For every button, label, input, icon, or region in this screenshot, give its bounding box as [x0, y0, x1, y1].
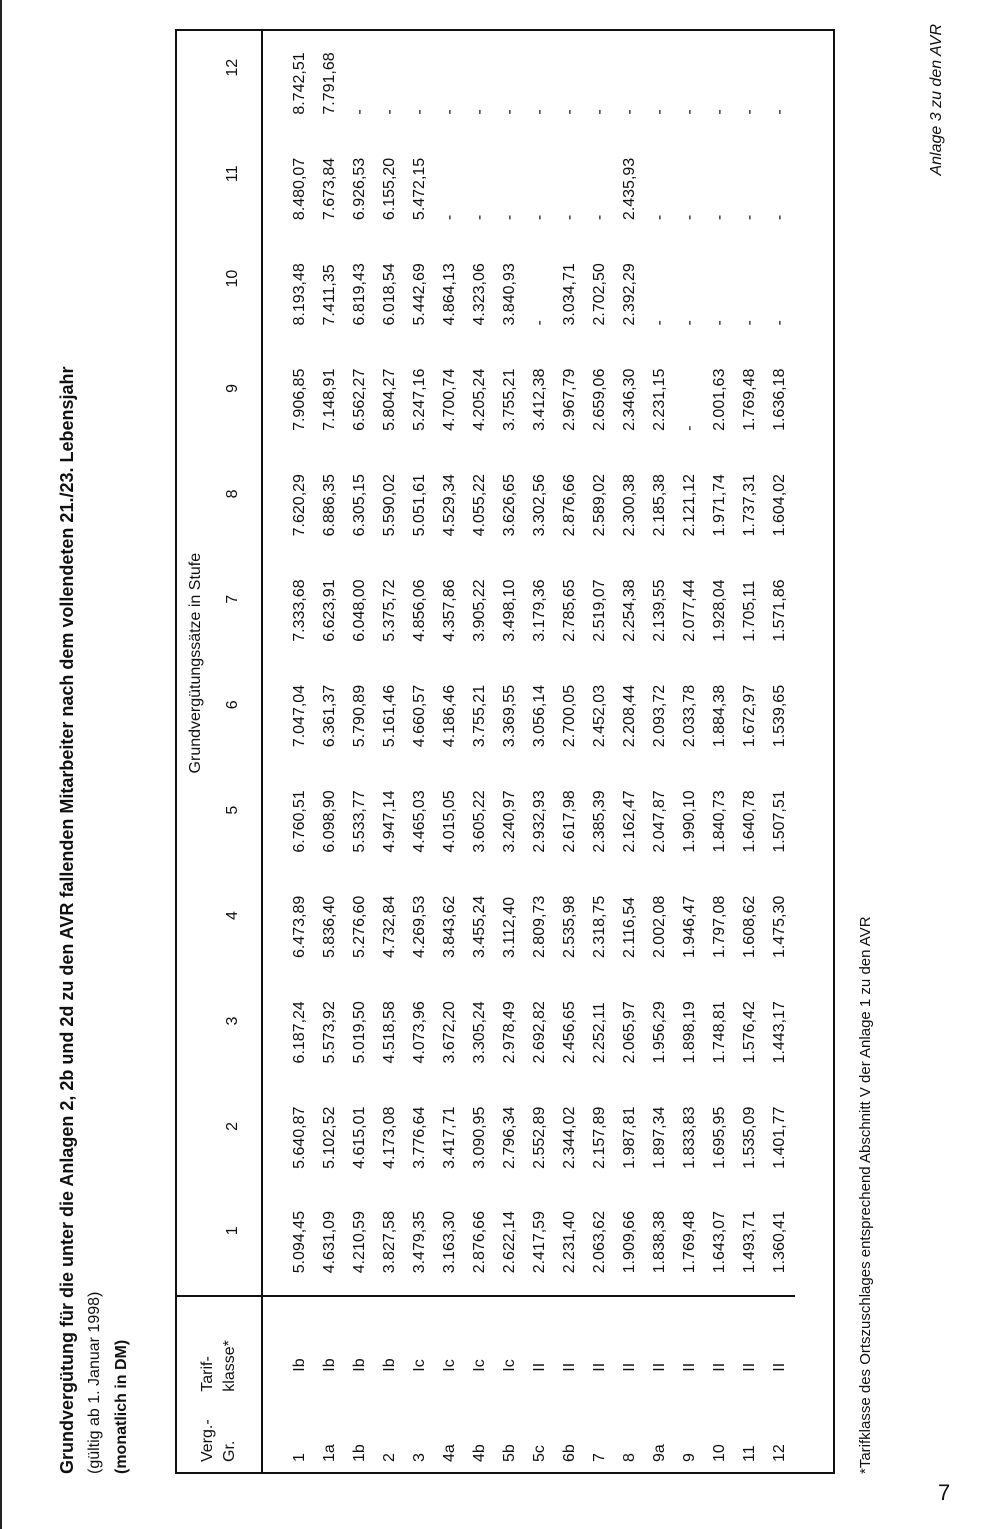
- salary-value-cell: 1.987,81: [621, 1106, 638, 1169]
- salary-value-cell: 3.905,22: [471, 579, 488, 642]
- salary-value-cell: 3.455,24: [471, 895, 488, 959]
- salary-value-cell: 6.361,37: [321, 684, 338, 748]
- salary-value-cell: 7.148,91: [321, 368, 338, 431]
- tarifklasse-cell: II: [615, 1296, 645, 1401]
- salary-value-cell: 1.909,66: [621, 1211, 638, 1274]
- head-stufe-11: 11: [205, 137, 262, 242]
- salary-value-cell: -: [741, 109, 758, 115]
- table-row: [645, 31, 675, 1472]
- salary-value-cell: 7.906,85: [291, 368, 308, 431]
- salary-value-cell: 2.452,03: [591, 684, 608, 748]
- salary-value-cell: 5.804,27: [381, 368, 398, 431]
- table-row: [465, 31, 495, 1472]
- salary-value-cell: 3.755,21: [501, 368, 518, 431]
- verg-gr-cell: 1a: [321, 1444, 338, 1462]
- salary-value-cell: -: [771, 109, 788, 115]
- table-row: [555, 31, 585, 1472]
- salary-value-cell: 3.417,71: [441, 1106, 458, 1169]
- salary-value-cell: -: [711, 109, 728, 115]
- salary-value-cell: 6.018,54: [381, 263, 398, 326]
- table-row: [375, 31, 405, 1472]
- salary-value-cell: 2.346,30: [621, 368, 638, 431]
- salary-value-cell: 4.323,06: [471, 263, 488, 326]
- salary-value-cell: 2.932,93: [531, 790, 548, 853]
- table-row: [435, 31, 465, 1472]
- salary-value-cell: 5.573,92: [321, 1001, 338, 1064]
- salary-value-cell: 3.412,38: [531, 368, 548, 431]
- verg-gr-cell: 1: [291, 1453, 308, 1462]
- salary-value-cell: 2.077,44: [681, 579, 698, 642]
- tarifklasse-cell: Ic: [405, 1296, 435, 1401]
- salary-value-cell: 2.065,97: [621, 1001, 638, 1064]
- salary-value-cell: 4.856,06: [411, 579, 428, 642]
- salary-value-cell: 4.186,46: [441, 684, 458, 748]
- salary-value-cell: 7.791,68: [321, 52, 338, 115]
- salary-value-cell: 1.833,83: [681, 1106, 698, 1169]
- salary-value-cell: 1.898,19: [681, 1001, 698, 1064]
- head-stufe-10: 10: [205, 242, 262, 347]
- head-stufe-7: 7: [205, 558, 262, 663]
- salary-value-cell: 8.480,07: [291, 157, 308, 221]
- table-row: [262, 31, 315, 1472]
- verg-gr-cell: 9: [681, 1453, 698, 1462]
- salary-value-cell: 1.737,31: [741, 474, 758, 537]
- salary-value-cell: 2.162,47: [621, 790, 638, 853]
- salary-value-cell: 2.552,89: [531, 1106, 548, 1169]
- salary-value-cell: -: [501, 109, 518, 115]
- salary-value-cell: 3.179,36: [531, 579, 548, 642]
- table-row: [405, 31, 435, 1472]
- salary-value-cell: 5.472,15: [411, 157, 428, 221]
- salary-value-cell: 2.392,29: [621, 263, 638, 326]
- salary-value-cell: 1.840,73: [711, 790, 728, 853]
- salary-value-cell: 6.155,20: [381, 157, 398, 221]
- head-verg-gr-line2: Gr.: [221, 1440, 238, 1462]
- salary-value-cell: 4.465,03: [411, 790, 428, 853]
- salary-value-cell: 1.884,38: [711, 684, 728, 748]
- salary-value-cell: 2.121,12: [681, 474, 698, 537]
- salary-value-cell: -: [351, 109, 368, 115]
- salary-value-cell: 1.769,48: [681, 1211, 698, 1274]
- salary-value-cell: -: [651, 109, 668, 115]
- salary-value-cell: 2.700,05: [561, 684, 578, 748]
- salary-value-cell: 1.956,29: [651, 1001, 668, 1064]
- salary-value-cell: -: [471, 109, 488, 115]
- salary-value-cell: 4.173,08: [381, 1106, 398, 1169]
- salary-value-cell: 2.659,06: [591, 368, 608, 431]
- salary-value-cell: 5.533,77: [351, 790, 368, 853]
- salary-value-cell: 3.498,10: [501, 579, 518, 642]
- salary-value-cell: 6.886,35: [321, 474, 338, 537]
- salary-value-cell: 4.055,22: [471, 474, 488, 537]
- salary-value-cell: 6.623,91: [321, 579, 338, 642]
- salary-value-cell: 3.840,93: [501, 263, 518, 326]
- head-tarifklasse-line2: klasse*: [221, 1340, 238, 1392]
- salary-value-cell: 1.946,47: [681, 895, 698, 959]
- table-row: [765, 31, 795, 1472]
- salary-value-cell: 2.185,38: [651, 474, 668, 537]
- tarifklasse-cell: Ib: [315, 1296, 345, 1401]
- salary-value-cell: 2.001,63: [711, 368, 728, 431]
- salary-value-cell: 4.615,01: [351, 1106, 368, 1169]
- salary-value-cell: 2.796,34: [501, 1106, 518, 1169]
- table-row: [525, 31, 555, 1472]
- tarifklasse-cell: II: [645, 1296, 675, 1401]
- page-title: Grundvergütung für die unter die Anlagen 2, 2b und 2d zu den AVR fallenden Mitarbeiter nach dem vollendeten 21./23. Lebensjahr: [57, 366, 77, 1474]
- unit-note: (monatlich in DM): [113, 1339, 130, 1474]
- salary-value-cell: 2.385,39: [591, 790, 608, 853]
- salary-value-cell: 1.769,48: [741, 368, 758, 431]
- salary-value-cell: 6.760,51: [291, 790, 308, 853]
- salary-value-cell: 6.926,53: [351, 157, 368, 221]
- salary-value-cell: 1.571,86: [771, 579, 788, 642]
- salary-table: [177, 31, 795, 1472]
- head-stufe-group: Grundvergütungssätze in Stufe: [187, 552, 204, 774]
- salary-value-cell: -: [771, 214, 788, 221]
- head-stufe-9: 9: [205, 348, 262, 453]
- salary-value-cell: 6.819,43: [351, 263, 368, 326]
- verg-gr-cell: 5b: [501, 1444, 518, 1462]
- salary-value-cell: -: [711, 214, 728, 221]
- salary-value-cell: 1.971,74: [711, 474, 728, 537]
- salary-value-cell: 5.375,72: [381, 579, 398, 642]
- salary-value-cell: 2.047,87: [651, 790, 668, 853]
- salary-value-cell: 4.864,13: [441, 263, 458, 326]
- salary-value-cell: 1.401,77: [771, 1106, 788, 1169]
- salary-value-cell: 8.742,51: [291, 52, 308, 115]
- salary-value-cell: 6.305,15: [351, 474, 368, 537]
- salary-value-cell: 4.529,34: [441, 474, 458, 537]
- head-stufe-2: 2: [205, 1085, 262, 1190]
- table-row: [315, 31, 345, 1472]
- salary-value-cell: 1.604,02: [771, 474, 788, 537]
- salary-value-cell: 3.776,64: [411, 1106, 428, 1169]
- salary-value-cell: 7.047,04: [291, 684, 308, 748]
- salary-value-cell: 7.333,68: [291, 579, 308, 642]
- salary-value-cell: -: [441, 109, 458, 115]
- salary-value-cell: 5.836,40: [321, 895, 338, 959]
- salary-value-cell: -: [531, 320, 548, 326]
- salary-table-frame: [175, 29, 835, 1474]
- tarifklasse-cell: II: [735, 1296, 765, 1401]
- salary-value-cell: 2.589,02: [591, 474, 608, 537]
- salary-value-cell: 2.617,98: [561, 790, 578, 853]
- tarifklasse-cell: II: [585, 1296, 615, 1401]
- salary-value-cell: 2.252,11: [591, 1002, 608, 1064]
- salary-value-cell: -: [651, 320, 668, 326]
- head-stufe-3: 3: [205, 980, 262, 1085]
- salary-value-cell: 7.620,29: [291, 474, 308, 537]
- salary-value-cell: 2.300,38: [621, 474, 638, 537]
- salary-value-cell: 2.231,15: [651, 368, 668, 431]
- salary-value-cell: 3.302,56: [531, 474, 548, 537]
- salary-value-cell: 3.163,30: [441, 1211, 458, 1274]
- salary-value-cell: 1.608,62: [741, 895, 758, 959]
- salary-value-cell: 2.535,98: [561, 895, 578, 959]
- salary-value-cell: 4.357,86: [441, 579, 458, 642]
- salary-value-cell: 5.640,87: [291, 1106, 308, 1169]
- salary-value-cell: 2.157,89: [591, 1106, 608, 1169]
- salary-value-cell: 5.102,52: [321, 1106, 338, 1169]
- salary-value-cell: -: [471, 214, 488, 221]
- salary-value-cell: 2.033,78: [681, 684, 698, 748]
- table-row: [615, 31, 645, 1472]
- salary-value-cell: 5.051,61: [411, 474, 428, 537]
- salary-value-cell: 5.019,50: [351, 1001, 368, 1064]
- table-row: [735, 31, 765, 1472]
- verg-gr-cell: 4b: [471, 1444, 488, 1462]
- salary-value-cell: 5.161,46: [381, 684, 398, 748]
- salary-value-cell: -: [531, 109, 548, 115]
- salary-value-cell: 3.626,65: [501, 474, 518, 537]
- salary-value-cell: 4.631,09: [321, 1211, 338, 1274]
- tarifklasse-cell: Ic: [495, 1296, 525, 1401]
- salary-value-cell: -: [681, 320, 698, 326]
- salary-value-cell: 1.748,81: [711, 1001, 728, 1064]
- salary-value-cell: 2.456,65: [561, 1001, 578, 1064]
- tarifklasse-cell: II: [525, 1296, 555, 1401]
- salary-value-cell: 3.240,97: [501, 790, 518, 853]
- salary-value-cell: 4.518,58: [381, 1001, 398, 1064]
- salary-value-cell: 4.660,57: [411, 684, 428, 748]
- salary-value-cell: 1.443,17: [771, 1001, 788, 1064]
- head-stufe-8: 8: [205, 453, 262, 558]
- tarifklasse-cell: II: [555, 1296, 585, 1401]
- salary-value-cell: 1.475,30: [771, 895, 788, 959]
- table-row: [495, 31, 525, 1472]
- salary-value-cell: 6.187,24: [291, 1001, 308, 1064]
- verg-gr-cell: 11: [741, 1445, 758, 1462]
- salary-value-cell: 3.479,35: [411, 1211, 428, 1274]
- salary-value-cell: 3.755,21: [471, 684, 488, 748]
- salary-value-cell: -: [411, 109, 428, 115]
- salary-value-cell: 7.673,84: [321, 157, 338, 221]
- salary-value-cell: 3.827,58: [381, 1211, 398, 1274]
- salary-value-cell: 6.473,89: [291, 895, 308, 959]
- head-verg-gr-line1: Verg.-: [199, 1419, 216, 1462]
- validity-note: (gültig ab 1. Januar 1998): [86, 1291, 103, 1474]
- tarifklasse-cell: II: [675, 1296, 705, 1401]
- salary-value-cell: 2.231,40: [561, 1211, 578, 1274]
- salary-value-cell: 2.967,79: [561, 368, 578, 431]
- salary-value-cell: 1.539,65: [771, 684, 788, 748]
- salary-value-cell: -: [681, 214, 698, 221]
- verg-gr-cell: 7: [591, 1453, 608, 1462]
- salary-value-cell: 5.276,60: [351, 895, 368, 959]
- salary-value-cell: 3.843,62: [441, 895, 458, 959]
- salary-value-cell: 1.705,11: [741, 580, 758, 642]
- salary-value-cell: -: [711, 320, 728, 326]
- verg-gr-cell: 1b: [351, 1444, 368, 1462]
- salary-value-cell: -: [381, 109, 398, 115]
- salary-value-cell: 2.692,82: [531, 1001, 548, 1064]
- salary-value-cell: 2.002,08: [651, 895, 668, 959]
- salary-value-cell: 2.417,59: [531, 1211, 548, 1274]
- salary-value-cell: -: [741, 214, 758, 221]
- salary-value-cell: 3.090,95: [471, 1106, 488, 1169]
- table-row: [675, 31, 705, 1472]
- salary-value-cell: -: [681, 109, 698, 115]
- salary-value-cell: 2.622,14: [501, 1211, 518, 1274]
- salary-value-cell: -: [591, 109, 608, 115]
- salary-value-cell: 3.056,14: [531, 684, 548, 748]
- salary-value-cell: 2.318,75: [591, 895, 608, 959]
- head-stufe-5: 5: [205, 769, 262, 874]
- salary-value-cell: 6.048,00: [351, 579, 368, 642]
- head-stufe-4: 4: [205, 875, 262, 980]
- tarifklasse-cell: Ib: [262, 1296, 315, 1401]
- salary-value-cell: 4.269,53: [411, 895, 428, 959]
- salary-value-cell: 2.876,66: [471, 1211, 488, 1274]
- verg-gr-cell: 4a: [441, 1444, 458, 1462]
- tarifklasse-cell: II: [765, 1296, 795, 1401]
- verg-gr-cell: 3: [411, 1453, 428, 1462]
- salary-value-cell: 1.897,34: [651, 1106, 668, 1169]
- salary-value-cell: 2.785,65: [561, 579, 578, 642]
- salary-value-cell: 2.254,38: [621, 579, 638, 642]
- verg-gr-cell: 6b: [561, 1444, 578, 1462]
- salary-value-cell: 4.732,84: [381, 895, 398, 959]
- salary-value-cell: 2.116,54: [621, 896, 638, 959]
- salary-value-cell: -: [651, 214, 668, 221]
- salary-value-cell: 8.193,48: [291, 263, 308, 326]
- verg-gr-cell: 10: [711, 1444, 728, 1462]
- salary-value-cell: 5.790,89: [351, 684, 368, 748]
- salary-value-cell: 4.205,24: [471, 368, 488, 431]
- tarifklasse-cell: Ic: [465, 1296, 495, 1401]
- salary-value-cell: 1.838,38: [651, 1211, 668, 1274]
- salary-value-cell: 6.098,90: [321, 790, 338, 853]
- salary-value-cell: 3.369,55: [501, 684, 518, 748]
- page-number: 7: [938, 1480, 951, 1505]
- salary-value-cell: -: [561, 109, 578, 115]
- head-verg-gr: [177, 1402, 262, 1472]
- annex-label: Anlage 3 zu den AVR: [928, 24, 945, 176]
- salary-value-cell: 4.210,59: [351, 1211, 368, 1274]
- salary-value-cell: 2.208,44: [621, 684, 638, 748]
- salary-value-cell: 2.876,66: [561, 474, 578, 537]
- tarifklasse-cell: II: [705, 1296, 735, 1401]
- salary-value-cell: 1.797,08: [711, 895, 728, 959]
- salary-value-cell: 4.015,05: [441, 790, 458, 853]
- salary-value-cell: 5.590,02: [381, 474, 398, 537]
- verg-gr-cell: 8: [621, 1453, 638, 1462]
- salary-value-cell: 1.640,78: [741, 790, 758, 853]
- tarifklasse-cell: Ic: [435, 1296, 465, 1401]
- salary-value-cell: 2.809,73: [531, 895, 548, 959]
- salary-value-cell: 1.507,51: [771, 790, 788, 853]
- salary-value-cell: 3.112,40: [501, 896, 518, 959]
- salary-value-cell: -: [441, 214, 458, 221]
- salary-value-cell: 6.562,27: [351, 368, 368, 431]
- salary-value-cell: 4.947,14: [381, 790, 398, 853]
- salary-value-cell: 2.093,72: [651, 684, 668, 748]
- salary-value-cell: 2.344,02: [561, 1106, 578, 1169]
- salary-value-cell: 4.073,96: [411, 1001, 428, 1064]
- salary-value-cell: 5.094,45: [291, 1211, 308, 1274]
- salary-value-cell: -: [741, 320, 758, 326]
- salary-value-cell: 1.636,18: [771, 368, 788, 431]
- salary-value-cell: -: [531, 214, 548, 221]
- salary-value-cell: 2.063,62: [591, 1211, 608, 1274]
- salary-value-cell: 3.034,71: [561, 263, 578, 326]
- salary-value-cell: 1.576,42: [741, 1001, 758, 1064]
- head-stufe-1: 1: [205, 1191, 262, 1296]
- salary-value-cell: 2.978,49: [501, 1001, 518, 1064]
- salary-value-cell: 7.411,35: [321, 264, 338, 326]
- salary-value-cell: -: [561, 214, 578, 221]
- head-tarifklasse-line1: Tarif-: [199, 1356, 216, 1392]
- salary-value-cell: 2.519,07: [591, 579, 608, 642]
- table-row: [585, 31, 615, 1472]
- table-row: [345, 31, 375, 1472]
- salary-value-cell: 1.493,71: [741, 1211, 758, 1274]
- salary-value-cell: 5.247,16: [411, 368, 428, 431]
- verg-gr-cell: 12: [771, 1444, 788, 1462]
- tarifklasse-cell: Ib: [375, 1296, 405, 1401]
- salary-value-cell: 2.139,55: [651, 579, 668, 642]
- salary-value-cell: -: [681, 425, 698, 431]
- salary-value-cell: -: [621, 109, 638, 115]
- salary-value-cell: 1.928,04: [711, 579, 728, 642]
- table-row: [705, 31, 735, 1472]
- salary-value-cell: 1.360,41: [771, 1211, 788, 1274]
- footnote: *Tarifklasse des Ortszuschlages entsprechend Abschnitt V der Anlage 1 zu den AVR: [857, 916, 874, 1474]
- salary-value-cell: 3.672,20: [441, 1001, 458, 1064]
- salary-value-cell: 1.643,07: [711, 1211, 728, 1274]
- head-stufe-12: 12: [205, 31, 262, 137]
- salary-value-cell: 3.605,22: [471, 790, 488, 853]
- verg-gr-cell: 2: [381, 1453, 398, 1462]
- salary-value-cell: 4.700,74: [441, 368, 458, 431]
- salary-value-cell: 1.695,95: [711, 1106, 728, 1169]
- salary-value-cell: 1.990,10: [681, 790, 698, 853]
- head-tarifklasse: [177, 1296, 262, 1401]
- salary-value-cell: 1.535,09: [741, 1106, 758, 1169]
- tarifklasse-cell: Ib: [345, 1296, 375, 1401]
- salary-value-cell: 5.442,69: [411, 263, 428, 326]
- head-stufe-6: 6: [205, 664, 262, 769]
- salary-value-cell: -: [771, 320, 788, 326]
- salary-value-cell: -: [591, 214, 608, 221]
- verg-gr-cell: 9a: [651, 1444, 668, 1462]
- salary-value-cell: 1.672,97: [741, 684, 758, 748]
- verg-gr-cell: 5c: [531, 1445, 548, 1462]
- salary-value-cell: -: [501, 214, 518, 221]
- salary-value-cell: 2.702,50: [591, 263, 608, 326]
- salary-value-cell: 3.305,24: [471, 1001, 488, 1064]
- salary-value-cell: 2.435,93: [621, 157, 638, 221]
